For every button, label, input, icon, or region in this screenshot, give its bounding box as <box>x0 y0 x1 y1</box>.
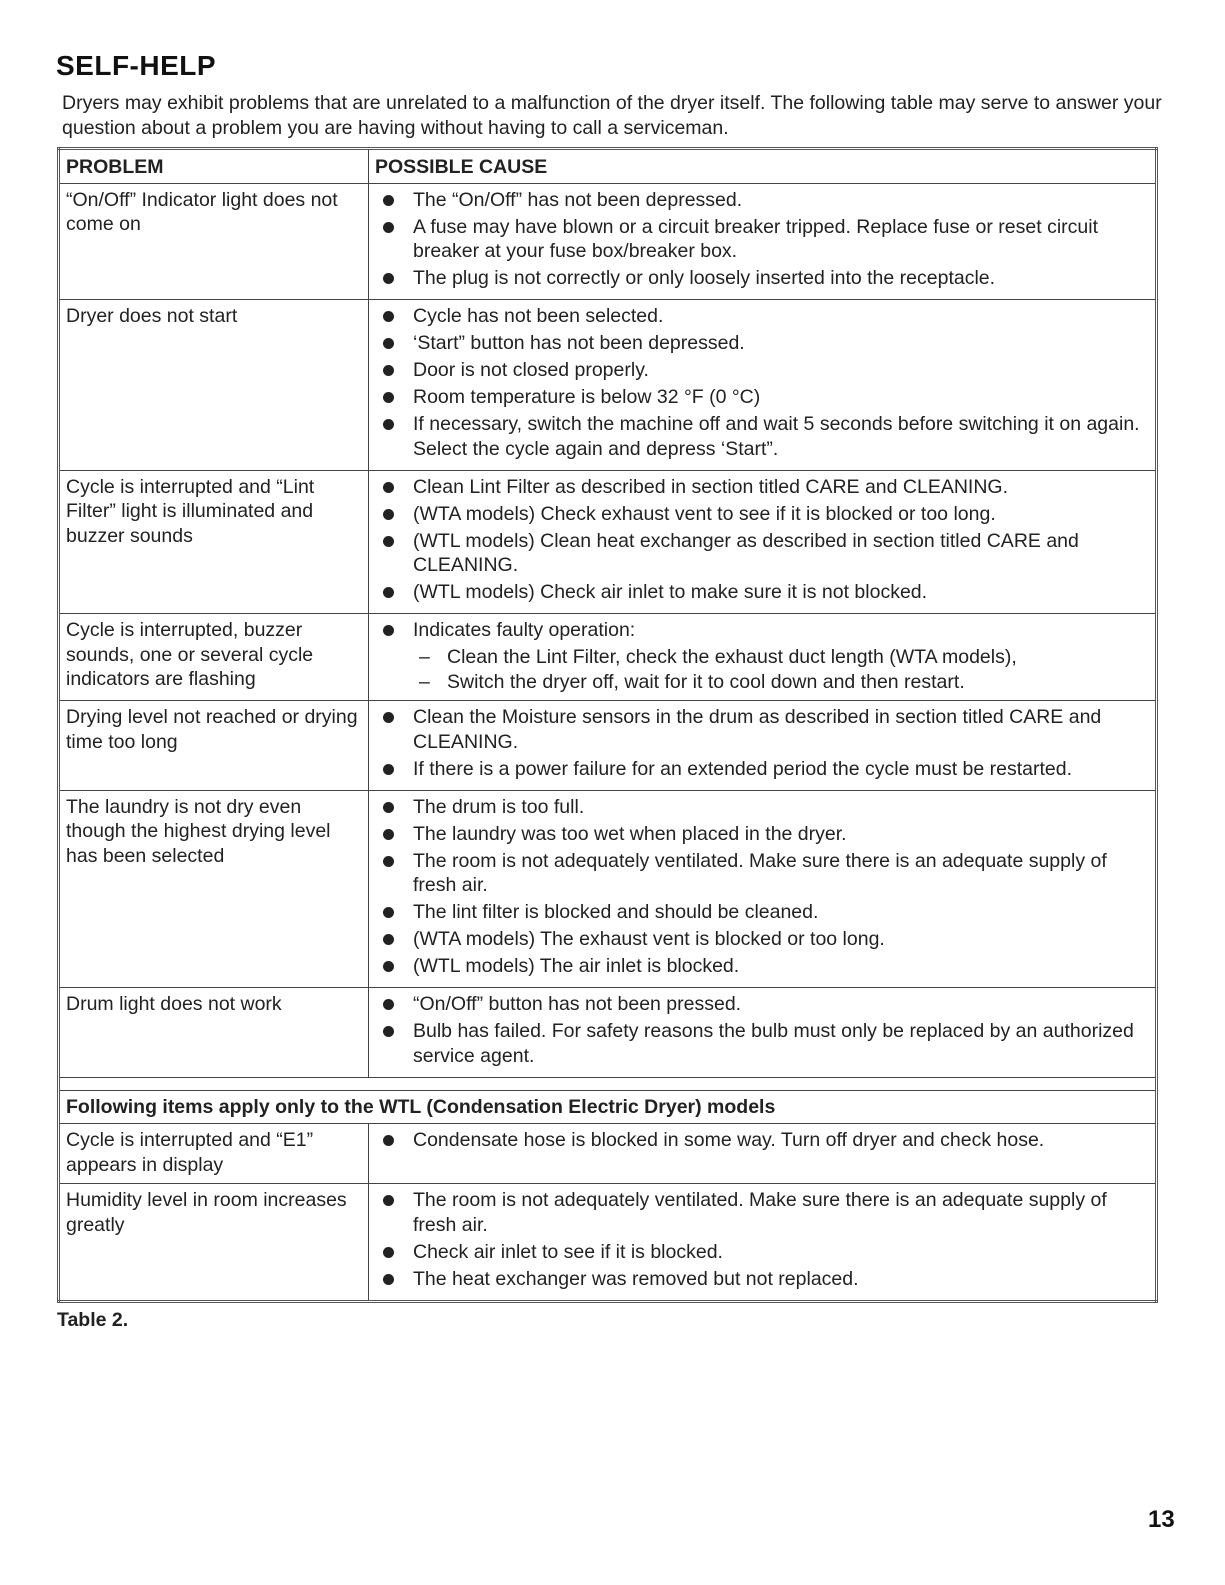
cause-text: “On/Off” button has not been pressed. <box>413 993 742 1015</box>
table-row <box>59 1124 1157 1184</box>
cause-item <box>375 266 1149 291</box>
bullet-icon <box>383 625 394 636</box>
bullet-icon <box>383 907 394 918</box>
table-row <box>59 701 1157 791</box>
cause-item <box>375 822 1149 847</box>
cause-item <box>375 900 1149 925</box>
cause-cell <box>369 470 1157 614</box>
table-body <box>59 183 1157 1077</box>
wtl-table-body <box>59 1124 1157 1302</box>
cause-item <box>375 475 1149 500</box>
dash-icon: – <box>419 646 430 668</box>
table-row <box>59 614 1157 701</box>
cause-item <box>375 529 1149 578</box>
sub-cause-text: Switch the dryer off, wait for it to cool down and then restart. <box>447 670 965 693</box>
intro-paragraph: Dryers may exhibit problems that are unrelated to a malfunction of the dryer itself. The following table may serve to answer your question about a problem you are having without having to call a serviceman. <box>62 92 1162 139</box>
problem-cell: The laundry is not dry even though the highest drying level has been selected <box>59 790 369 988</box>
cause-item <box>375 1128 1149 1153</box>
cause-list <box>375 475 1149 605</box>
cause-text: The room is not adequately ventilated. Make sure there is an adequate supply of fresh air. <box>413 1189 1107 1236</box>
bullet-icon <box>383 222 394 233</box>
cause-list <box>375 304 1149 461</box>
bullet-icon <box>383 1026 394 1037</box>
cause-cell <box>369 300 1157 471</box>
bullet-icon <box>383 934 394 945</box>
bullet-icon <box>383 856 394 867</box>
cause-text: Clean the Moisture sensors in the drum as described in section titled CARE and CLEANING. <box>413 706 1102 753</box>
cause-item <box>375 618 1149 643</box>
cause-item <box>375 1267 1149 1292</box>
cause-text: Door is not closed properly. <box>413 359 649 381</box>
table-row <box>59 183 1157 300</box>
cause-item <box>375 331 1149 356</box>
cause-item <box>375 1240 1149 1265</box>
cause-item <box>375 757 1149 782</box>
cause-item <box>375 580 1149 605</box>
dash-icon: – <box>419 670 430 693</box>
cause-text: Indicates faulty operation: <box>413 619 636 641</box>
table-spacer-row <box>59 1077 1157 1090</box>
bullet-icon <box>383 392 394 403</box>
problem-cell: Dryer does not start <box>59 300 369 471</box>
cause-list <box>375 1128 1149 1153</box>
bullet-icon <box>383 311 394 322</box>
bullet-icon <box>383 712 394 723</box>
table-row <box>59 300 1157 471</box>
table-row <box>59 470 1157 614</box>
spacer-cell <box>59 1077 1157 1090</box>
bullet-icon <box>383 365 394 376</box>
problem-cell: Cycle is interrupted, buzzer sounds, one or several cycle indicators are flashing <box>59 614 369 701</box>
bullet-icon <box>383 587 394 598</box>
cause-item <box>375 215 1149 264</box>
cause-text: (WTL models) Clean heat exchanger as described in section titled CARE and CLEANING. <box>413 529 1079 576</box>
cause-text: The laundry was too wet when placed in the dryer. <box>413 822 847 845</box>
bullet-icon <box>383 338 394 349</box>
cause-item <box>375 954 1149 979</box>
cause-cell <box>369 183 1157 300</box>
cause-text: If necessary, switch the machine off and wait 5 seconds before switching it on again. Select the cycle again and depress ‘Start”. <box>413 413 1140 460</box>
cause-text: The plug is not correctly or only loosely inserted into the receptacle. <box>413 267 996 289</box>
cause-item <box>375 412 1149 461</box>
bullet-icon <box>383 273 394 284</box>
cause-cell <box>369 1124 1157 1184</box>
page-number: 13 <box>1148 1506 1175 1533</box>
cause-cell <box>369 1184 1157 1302</box>
cause-cell <box>369 701 1157 791</box>
cause-item <box>375 304 1149 329</box>
cause-text: The “On/Off” has not been depressed. <box>413 188 743 211</box>
sub-cause-text: Clean the Lint Filter, check the exhaust duct length (WTA models), <box>447 646 1017 668</box>
table-header-row <box>59 149 1157 184</box>
cause-item <box>375 1019 1149 1068</box>
table-row <box>59 988 1157 1078</box>
problem-cell: “On/Off” Indicator light does not come on <box>59 183 369 300</box>
cause-text: The room is not adequately ventilated. Make sure there is an adequate supply of fresh air. <box>413 849 1107 896</box>
bullet-icon <box>383 802 394 813</box>
cause-text: The drum is too full. <box>413 795 585 818</box>
bullet-icon <box>383 536 394 547</box>
sub-cause-item <box>375 670 1149 695</box>
table-row <box>59 1184 1157 1302</box>
wtl-section-row <box>59 1090 1157 1124</box>
wtl-section-heading: Following items apply only to the WTL (Condensation Electric Dryer) models <box>59 1090 1157 1124</box>
problem-cell: Cycle is interrupted and “Lint Filter” light is illuminated and buzzer sounds <box>59 470 369 614</box>
bullet-icon <box>383 195 394 206</box>
bullet-icon <box>383 1274 394 1285</box>
header-problem: PROBLEM <box>59 149 369 184</box>
bullet-icon <box>383 961 394 972</box>
cause-text: (WTL models) Check air inlet to make sure it is not blocked. <box>413 581 928 603</box>
cause-list <box>375 992 1149 1068</box>
cause-list <box>375 188 1149 291</box>
cause-text: (WTA models) The exhaust vent is blocked or too long. <box>413 928 885 950</box>
bullet-icon <box>383 1135 394 1146</box>
cause-text: A fuse may have blown or a circuit breaker tripped. Replace fuse or reset circuit breaker at your fuse box/breaker box. <box>413 215 1098 262</box>
cause-text: If there is a power failure for an extended period the cycle must be restarted. <box>413 757 1073 780</box>
cause-item <box>375 502 1149 527</box>
cause-text: Room temperature is below 32 °F (0 °C) <box>413 386 761 408</box>
cause-text: Check air inlet to see if it is blocked. <box>413 1240 723 1263</box>
bullet-icon <box>383 764 394 775</box>
bullet-icon <box>383 1195 394 1206</box>
cause-text: ‘Start” button has not been depressed. <box>413 332 745 354</box>
problem-cell: Drying level not reached or drying time too long <box>59 701 369 791</box>
cause-text: Condensate hose is blocked in some way. Turn off dryer and check hose. <box>413 1129 1045 1151</box>
cause-list <box>375 795 1149 979</box>
cause-item <box>375 385 1149 410</box>
cause-item <box>375 358 1149 383</box>
cause-text: (WTA models) Check exhaust vent to see if it is blocked or too long. <box>413 502 996 525</box>
cause-cell <box>369 790 1157 988</box>
cause-text: Cycle has not been selected. <box>413 305 664 327</box>
problem-cell: Humidity level in room increases greatly <box>59 1184 369 1302</box>
sub-cause-item <box>375 645 1149 670</box>
problem-cell: Cycle is interrupted and “E1” appears in display <box>59 1124 369 1184</box>
cause-item <box>375 188 1149 213</box>
cause-item <box>375 927 1149 952</box>
table-caption: Table 2. <box>57 1309 129 1331</box>
cause-list <box>375 618 1149 643</box>
cause-item <box>375 1188 1149 1237</box>
bullet-icon <box>383 829 394 840</box>
cause-text: The lint filter is blocked and should be cleaned. <box>413 901 819 923</box>
cause-cell <box>369 988 1157 1078</box>
sub-cause-list <box>375 645 1149 694</box>
header-possible-cause: POSSIBLE CAUSE <box>369 149 1157 184</box>
cause-cell <box>369 614 1157 701</box>
cause-item <box>375 795 1149 820</box>
cause-text: (WTL models) The air inlet is blocked. <box>413 955 740 977</box>
cause-item <box>375 992 1149 1017</box>
cause-text: Bulb has failed. For safety reasons the bulb must only be replaced by an authorized service agent. <box>413 1020 1134 1067</box>
cause-list <box>375 705 1149 781</box>
cause-list <box>375 1188 1149 1291</box>
problem-cell: Drum light does not work <box>59 988 369 1078</box>
bullet-icon <box>383 419 394 430</box>
bullet-icon <box>383 509 394 520</box>
table-row <box>59 790 1157 988</box>
page-title: SELF-HELP <box>56 50 217 81</box>
cause-item <box>375 849 1149 898</box>
bullet-icon <box>383 482 394 493</box>
bullet-icon <box>383 999 394 1010</box>
cause-text: The heat exchanger was removed but not replaced. <box>413 1267 859 1290</box>
cause-item <box>375 705 1149 754</box>
bullet-icon <box>383 1247 394 1258</box>
cause-text: Clean Lint Filter as described in section titled CARE and CLEANING. <box>413 475 1009 498</box>
troubleshooting-table <box>57 147 1158 1303</box>
